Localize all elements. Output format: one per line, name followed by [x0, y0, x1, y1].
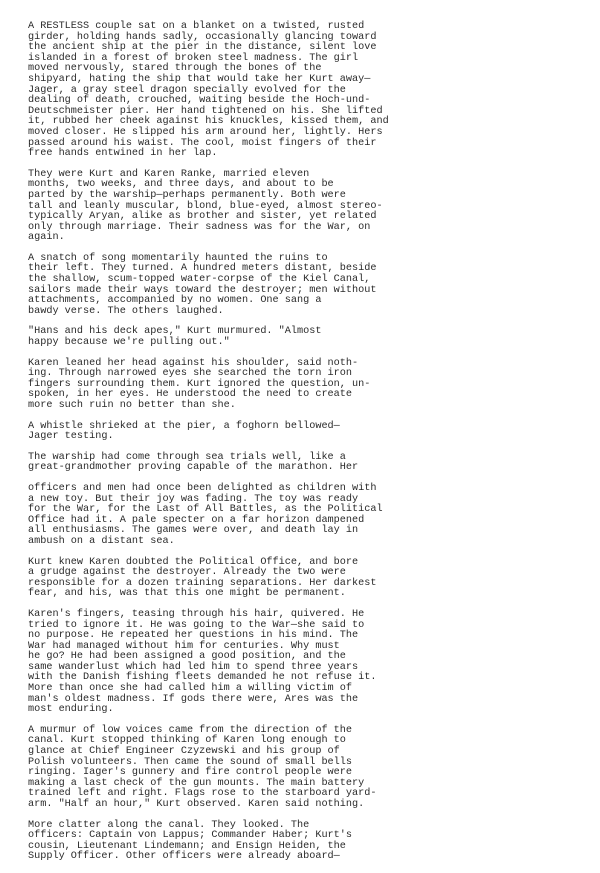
text-line: glance at Chief Engineer Czyzewski and his group of: [28, 746, 340, 758]
text-line: again.: [28, 232, 65, 244]
text-line: the shallow, scum-topped water-corpse of the Kiel Canal,: [28, 274, 371, 286]
text-line: Kurt knew Karen doubted the Political Office, and bore: [28, 556, 359, 568]
text-line: sailors made their ways toward the destroyer; men without: [28, 284, 377, 296]
text-line: free hands entwined in her lap.: [28, 148, 218, 160]
text-line: A RESTLESS couple sat on a blanket on a twisted, rusted: [28, 21, 365, 32]
text-line: Supply Officer. Other officers were already aboard—: [28, 851, 340, 863]
text-line: ing. Through narrowed eyes she searched the torn iron: [28, 368, 353, 380]
paragraph: [28, 359, 588, 412]
text-line: They were Kurt and Karen Ranke, married eleven: [28, 168, 310, 180]
paragraph: [28, 453, 588, 474]
text-line: moved closer. He slipped his arm around her, lightly. Hers: [28, 126, 383, 138]
text-line: trained left and right. Flags rose to the starboard yard-: [28, 788, 377, 800]
text-line: a new toy. But their joy was fading. The toy was ready: [28, 493, 359, 505]
paragraph: [28, 821, 588, 863]
text-line: making a last check of the gun mounts. The main battery: [28, 777, 365, 789]
text-line: only through marriage. Their sadness was for the War, on: [28, 221, 371, 233]
text-line: shipyard, hating the ship that would take her Kurt away—: [28, 73, 371, 85]
text-line: More clatter along the canal. They looked. The: [28, 819, 310, 831]
text-line: parted by the warship—perhaps permanently. Both were: [28, 189, 346, 201]
text-line: girder, holding hands sadly, occasionally glancing toward: [28, 31, 377, 43]
text-line: attachments, accompanied by no women. One sang a: [28, 295, 322, 307]
text-line: months, two weeks, and three days, and about to be: [28, 179, 334, 191]
text-line: passed around his waist. The cool, moist fingers of their: [28, 137, 377, 149]
text-line: typically Aryan, alike as brother and sister, yet related: [28, 211, 377, 223]
text-line: he go? He had been assigned a good position, and the: [28, 651, 346, 663]
text-line: most enduring.: [28, 704, 114, 716]
text-line: Deutschmeister pier. Her hand tightened on his. She lifted: [28, 105, 383, 117]
text-line: dealing of death, crouched, waiting beside the Hoch-und-: [28, 95, 371, 107]
text-line: fingers surrounding them. Kurt ignored the question, un-: [28, 378, 371, 390]
text-line: a grudge against the destroyer. Already the two were: [28, 567, 346, 579]
text-line: for the War, for the Last of All Battles, as the Political: [28, 504, 383, 516]
body-text: [28, 22, 588, 873]
text-line: A murmur of low voices came from the direction of the: [28, 724, 353, 736]
text-line: spoken, in her eyes. He understood the need to create: [28, 389, 353, 401]
text-line: man's oldest madness. If gods there were, Ares was the: [28, 693, 359, 705]
text-line: happy because we're pulling out.": [28, 337, 230, 349]
paragraph: [28, 558, 588, 600]
paragraph: [28, 22, 588, 160]
text-line: officers and men had once been delighted as children with: [28, 482, 377, 494]
text-line: their left. They turned. A hundred meters distant, beside: [28, 263, 377, 275]
text-line: with the Danish fishing fleets demanded he not refuse it.: [28, 672, 377, 684]
text-line: Karen leaned her head against his shoulder, said noth-: [28, 357, 359, 369]
text-line: Jager, a gray steel dragon specially evolved for the: [28, 84, 346, 96]
text-line: bawdy verse. The others laughed.: [28, 305, 224, 317]
text-line: The warship had come through sea trials well, like a: [28, 451, 346, 463]
text-line: same wanderlust which had led him to spend three years: [28, 661, 359, 673]
paragraph: [28, 327, 588, 348]
text-line: Karen's fingers, teasing through his hair, quivered. He: [28, 608, 365, 620]
text-line: no purpose. He repeated her questions in his mind. The: [28, 630, 359, 642]
text-line: great-grandmother proving capable of the marathon. Her: [28, 462, 359, 474]
text-line: More than once she had called him a willing victim of: [28, 683, 353, 695]
text-line: islanded in a forest of broken steel madness. The girl: [28, 52, 359, 64]
paragraph: [28, 726, 588, 811]
text-line: Jager testing.: [28, 431, 114, 443]
paragraph: [28, 254, 588, 318]
paragraph: [28, 484, 588, 548]
text-line: cousin, Lieutenant Lindemann; and Ensign Heiden, the: [28, 840, 346, 852]
paragraph: [28, 170, 588, 244]
text-line: "Hans and his deck apes," Kurt murmured. "Almost: [28, 326, 322, 338]
text-line: tried to ignore it. He was going to the War—she said to: [28, 619, 365, 631]
text-line: the ancient ship at the pier in the distance, silent love: [28, 42, 377, 54]
text-line: A snatch of song momentarily haunted the ruins to: [28, 252, 328, 264]
text-line: it, rubbed her cheek against his knuckles, kissed them, and: [28, 116, 389, 128]
text-line: canal. Kurt stopped thinking of Karen long enough to: [28, 735, 346, 747]
text-line: A whistle shrieked at the pier, a foghorn bellowed—: [28, 420, 340, 432]
text-line: all enthusiasms. The games were over, and death lay in: [28, 525, 359, 537]
paragraph: [28, 422, 588, 443]
text-line: Polish volunteers. Then came the sound of small bells: [28, 756, 353, 768]
text-line: ambush on a distant sea.: [28, 535, 175, 547]
text-line: moved nervously, stared through the bones of the: [28, 63, 322, 75]
text-line: responsible for a dozen training separations. Her darkest: [28, 577, 377, 589]
text-line: more such ruin no better than she.: [28, 400, 236, 411]
paragraph: [28, 610, 588, 716]
text-line: tall and leanly muscular, blond, blue-eyed, almost stereo-: [28, 200, 383, 212]
text-line: arm. "Half an hour," Kurt observed. Karen said nothing.: [28, 799, 365, 810]
text-line: War had managed without him for centuries. Why must: [28, 640, 340, 652]
text-line: fear, and his, was that this one might be permanent.: [28, 588, 346, 600]
text-line: officers: Captain von Lappus; Commander Haber; Kurt's: [28, 830, 353, 842]
text-line: ringing. Iager's gunnery and fire control people were: [28, 767, 353, 779]
text-line: Office had it. A pale specter on a far horizon dampened: [28, 514, 365, 526]
